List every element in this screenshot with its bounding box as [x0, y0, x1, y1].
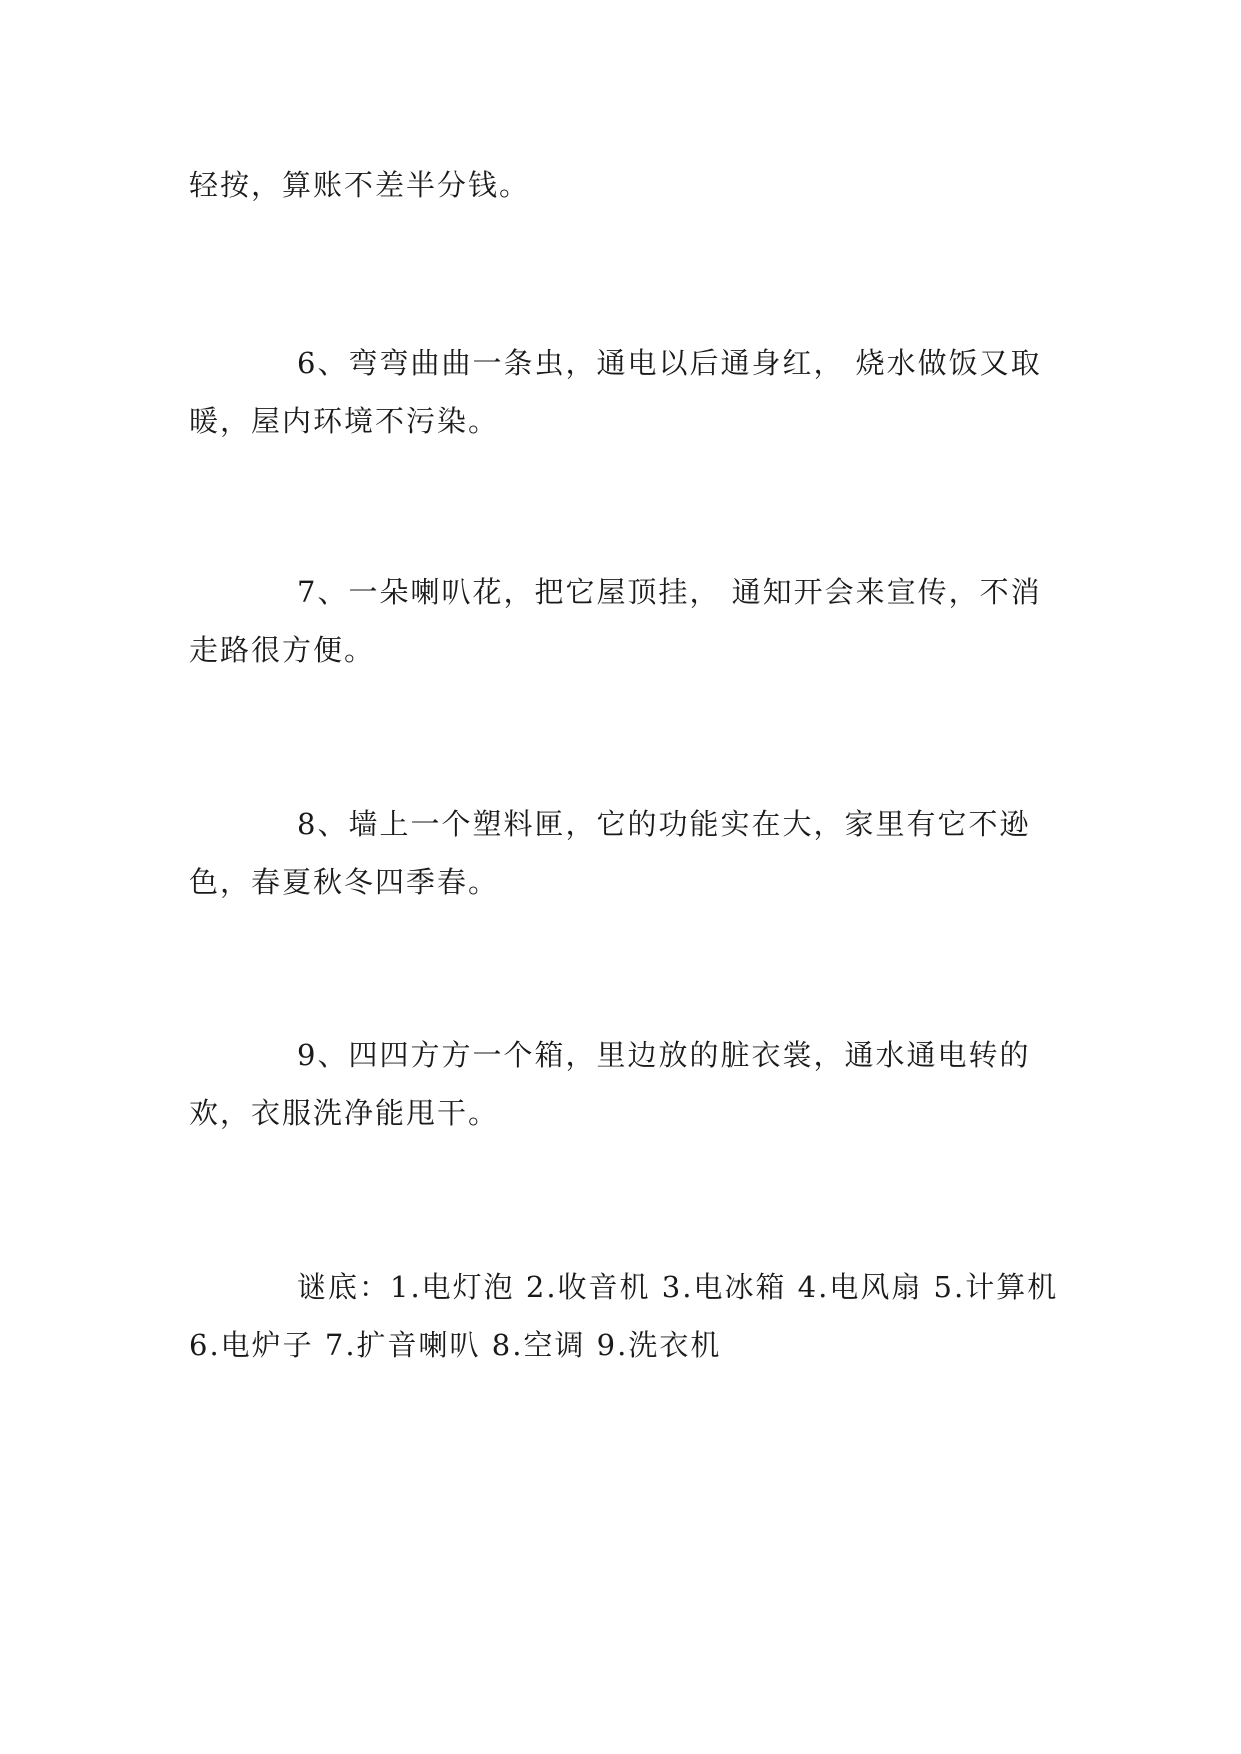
riddle-9-paragraph: 9、四四方方一个箱，里边放的脏衣裳，通水通电转的欢，衣服洗净能甩干。	[189, 1038, 1031, 1130]
riddle-5-continuation: 轻按，算账不差半分钱。	[189, 168, 531, 202]
riddle-6-paragraph: 6、弯弯曲曲一条虫，通电以后通身红， 烧水做饭又取暖，屋内环境不污染。	[189, 346, 1042, 438]
riddle-8-paragraph: 8、墙上一个塑料匣，它的功能实在大，家里有它不逊色，春夏秋冬四季春。	[189, 807, 1031, 899]
riddle-7-paragraph: 7、一朵喇叭花，把它屋顶挂， 通知开会来宣传，不消走路很方便。	[189, 575, 1042, 667]
answers-paragraph: 谜底：1.电灯泡 2.收音机 3.电冰箱 4.电风扇 5.计算机 6.电炉子 7.扩音喇叭 8.空调 9.洗衣机	[189, 1270, 1059, 1362]
